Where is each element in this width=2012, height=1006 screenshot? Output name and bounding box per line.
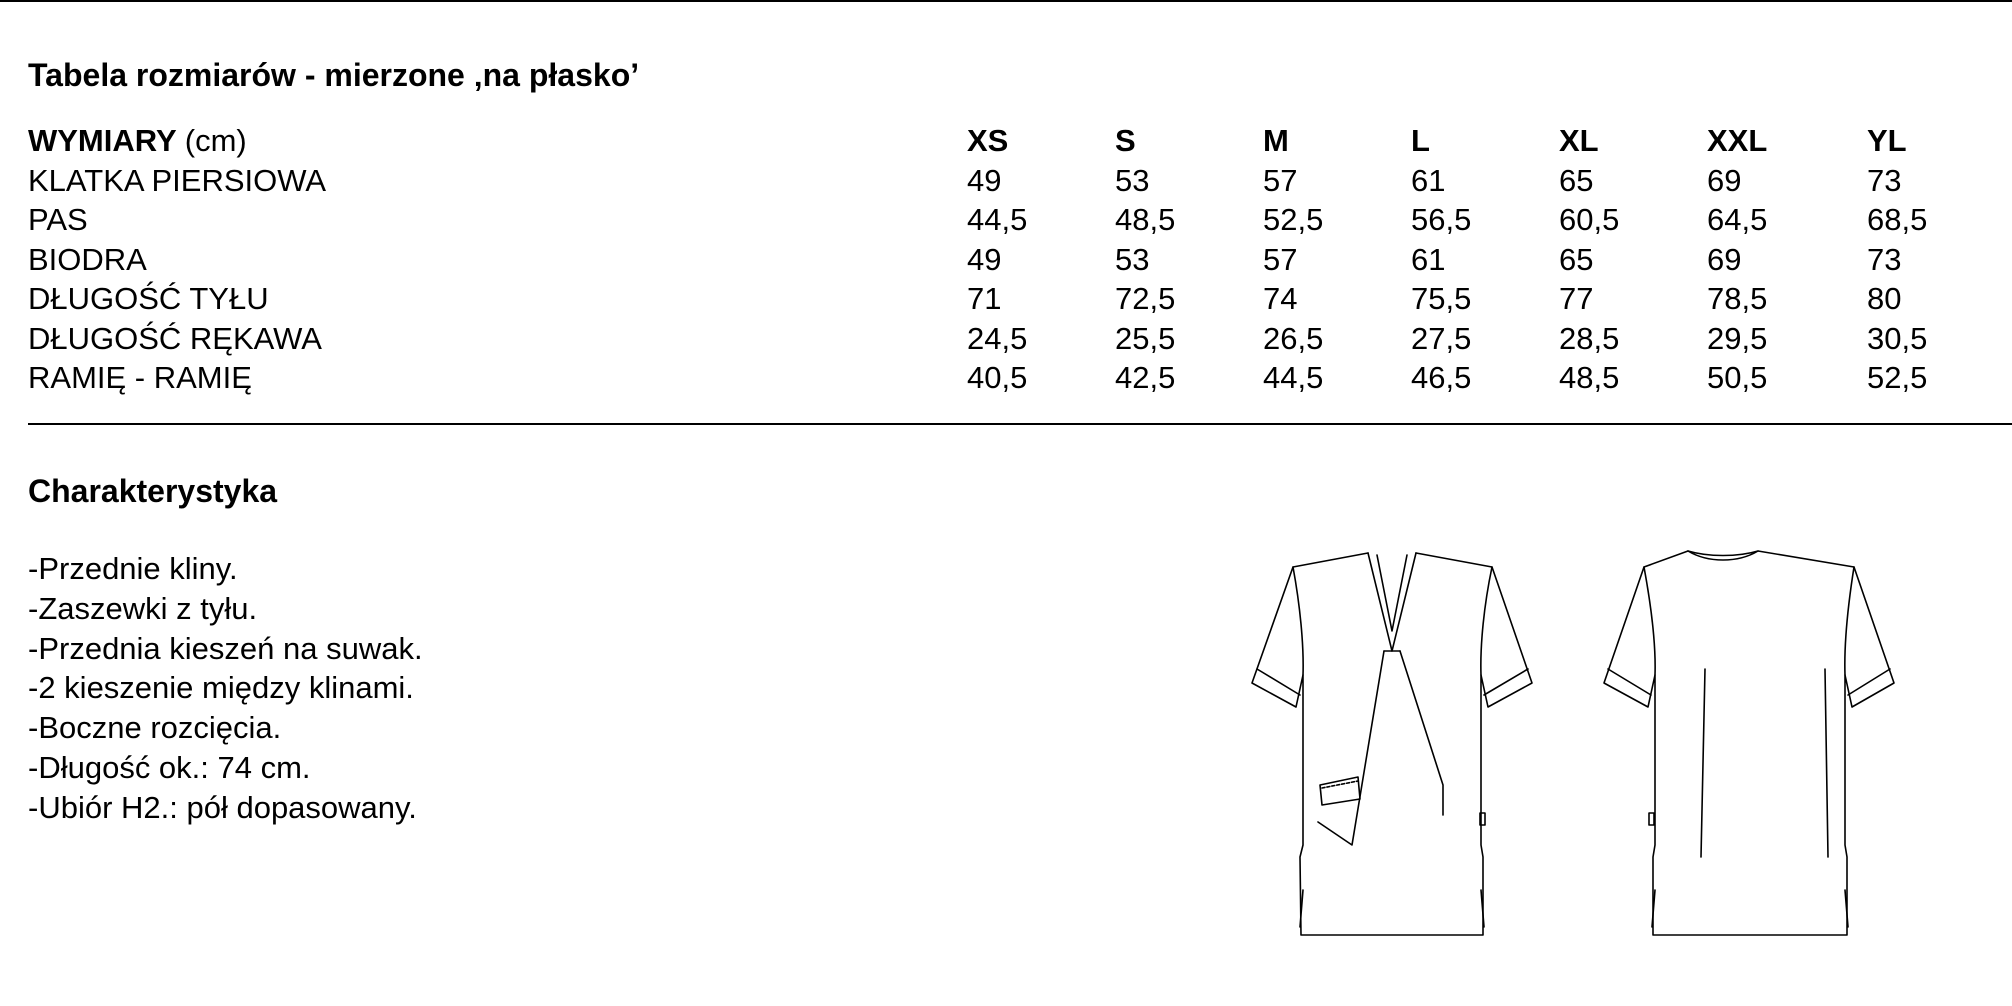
table-cell: 72,5 — [1115, 281, 1176, 316]
garment-technical-drawing — [1248, 545, 1938, 940]
table-cell: 49 — [967, 241, 1002, 277]
table-cell: 44,5 — [1263, 360, 1324, 395]
table-cell: 52,5 — [1867, 360, 1928, 395]
table-cell: 30,5 — [1867, 320, 1928, 356]
table-cell: 26,5 — [1263, 320, 1324, 356]
size-xl-header: XL — [1559, 123, 1599, 158]
table-row — [28, 319, 2012, 359]
size-table-title: Tabela rozmiarów - mierzone ‚na płasko’ — [28, 57, 640, 93]
top-divider — [0, 0, 2012, 2]
table-cell: 69 — [1707, 241, 1742, 277]
table-cell: 61 — [1411, 241, 1446, 277]
table-cell: 78,5 — [1707, 281, 1768, 316]
table-cell: 80 — [1867, 281, 1902, 316]
table-row — [28, 358, 2012, 398]
row-label-ramie-ramie: RAMIĘ - RAMIĘ — [28, 360, 252, 395]
size-m-header: M — [1263, 123, 1289, 158]
table-cell: 68,5 — [1867, 202, 1928, 237]
row-label-dlugosc-tylu: DŁUGOŚĆ TYŁU — [28, 281, 269, 316]
characteristics-title: Charakterystyka — [28, 473, 278, 509]
size-s-header: S — [1115, 123, 1136, 158]
table-cell: 48,5 — [1115, 202, 1176, 237]
table-cell: 48,5 — [1559, 360, 1620, 395]
table-cell: 61 — [1411, 162, 1446, 198]
table-cell: 73 — [1867, 241, 1902, 277]
characteristic-item: -2 kieszenie między klinami. — [28, 670, 414, 706]
characteristic-item: -Ubiór H2.: pół dopasowany. — [28, 789, 417, 825]
size-xxl-header: XXL — [1707, 123, 1768, 158]
table-cell: 77 — [1559, 281, 1594, 316]
header-label: WYMIARY — [28, 123, 177, 158]
table-cell: 65 — [1559, 241, 1594, 277]
size-table-body — [28, 161, 2012, 398]
characteristic-item: -Przednia kieszeń na suwak. — [28, 630, 423, 666]
size-table-header — [28, 121, 2012, 161]
table-cell: 53 — [1115, 241, 1150, 277]
table-cell: 50,5 — [1707, 360, 1768, 395]
size-xs-header: XS — [967, 123, 1009, 158]
table-cell: 24,5 — [967, 320, 1028, 356]
table-cell: 71 — [967, 281, 1002, 316]
table-cell: 73 — [1867, 162, 1902, 198]
table-cell: 74 — [1263, 281, 1298, 316]
table-cell: 40,5 — [967, 360, 1028, 395]
table-cell: 57 — [1263, 241, 1298, 277]
table-cell: 49 — [967, 162, 1002, 198]
header-label-cell — [28, 121, 967, 161]
table-cell: 64,5 — [1707, 202, 1768, 237]
characteristic-item: -Długość ok.: 74 cm. — [28, 749, 311, 785]
table-cell: 52,5 — [1263, 202, 1324, 237]
table-cell: 65 — [1559, 162, 1594, 198]
characteristics-list — [28, 549, 423, 828]
table-cell: 42,5 — [1115, 360, 1176, 395]
table-cell: 27,5 — [1411, 320, 1472, 356]
characteristic-item: -Boczne rozcięcia. — [28, 710, 282, 746]
characteristic-item: -Zaszewki z tyłu. — [28, 590, 258, 626]
table-row — [28, 240, 2012, 280]
table-cell: 69 — [1707, 162, 1742, 198]
table-cell: 28,5 — [1559, 320, 1620, 356]
table-cell: 60,5 — [1559, 202, 1620, 237]
table-row — [28, 161, 2012, 201]
row-label-pas: PAS — [28, 202, 88, 237]
size-table — [28, 121, 2012, 398]
row-label-klatka-piersiowa: KLATKA PIERSIOWA — [28, 162, 327, 198]
table-cell: 57 — [1263, 162, 1298, 198]
size-yl-header: YL — [1867, 123, 1907, 158]
table-row — [28, 200, 2012, 240]
table-cell: 46,5 — [1411, 360, 1472, 395]
table-cell: 56,5 — [1411, 202, 1472, 237]
table-cell: 29,5 — [1707, 320, 1768, 356]
table-row — [28, 279, 2012, 319]
table-cell: 44,5 — [967, 202, 1028, 237]
row-label-dlugosc-rekawa: DŁUGOŚĆ RĘKAWA — [28, 320, 322, 356]
garment-front-drawing — [1252, 553, 1532, 935]
size-l-header: L — [1411, 123, 1430, 158]
section-divider — [28, 423, 2012, 425]
garment-back-drawing — [1604, 551, 1894, 935]
table-cell: 53 — [1115, 162, 1150, 198]
characteristic-item: -Przednie kliny. — [28, 551, 238, 586]
table-cell: 75,5 — [1411, 281, 1472, 316]
table-cell: 25,5 — [1115, 320, 1176, 356]
row-label-biodra: BIODRA — [28, 241, 147, 277]
header-unit: (cm) — [184, 123, 247, 158]
